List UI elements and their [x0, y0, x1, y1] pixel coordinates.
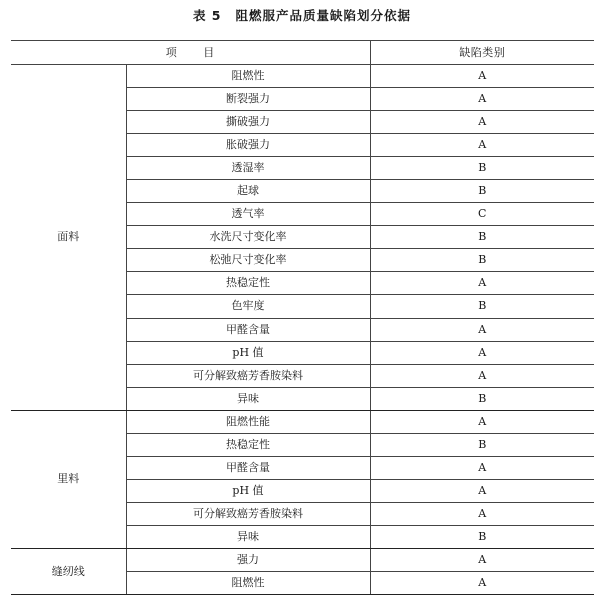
- category-cell: A: [370, 548, 594, 571]
- item-cell: pH 值: [126, 341, 370, 364]
- item-cell: 松弛尺寸变化率: [126, 249, 370, 272]
- defect-classification-table: [11, 40, 594, 595]
- item-cell: 可分解致癌芳香胺染料: [126, 364, 370, 387]
- item-cell: pH 值: [126, 479, 370, 502]
- item-cell: 色牢度: [126, 295, 370, 318]
- group-label: 缝纫线: [11, 548, 126, 594]
- category-cell: A: [370, 65, 594, 88]
- group-label: 面料: [11, 65, 126, 411]
- category-cell: A: [370, 502, 594, 525]
- item-cell: 甲醛含量: [126, 318, 370, 341]
- category-cell: A: [370, 456, 594, 479]
- category-cell: A: [370, 572, 594, 595]
- category-cell: A: [370, 88, 594, 111]
- category-cell: B: [370, 180, 594, 203]
- category-cell: B: [370, 226, 594, 249]
- header-row: [11, 41, 594, 65]
- table-number: 表 5: [192, 8, 222, 23]
- item-cell: 撕破强力: [126, 111, 370, 134]
- table-row: [11, 410, 594, 433]
- item-cell: 断裂强力: [126, 88, 370, 111]
- category-cell: B: [370, 525, 594, 548]
- item-cell: 异味: [126, 387, 370, 410]
- table-row: [11, 548, 594, 571]
- item-cell: 可分解致癌芳香胺染料: [126, 502, 370, 525]
- item-cell: 阻燃性能: [126, 410, 370, 433]
- item-cell: 阻燃性: [126, 65, 370, 88]
- category-cell: A: [370, 272, 594, 295]
- table-title: 阻燃服产品质量缺陷划分依据: [235, 8, 412, 23]
- item-cell: 起球: [126, 180, 370, 203]
- header-item: 项 目: [11, 41, 370, 65]
- item-cell: 阻燃性: [126, 572, 370, 595]
- category-cell: A: [370, 134, 594, 157]
- header-category: 缺陷类别: [370, 41, 594, 65]
- category-cell: B: [370, 433, 594, 456]
- category-cell: A: [370, 479, 594, 502]
- category-cell: B: [370, 387, 594, 410]
- category-cell: C: [370, 203, 594, 226]
- category-cell: A: [370, 410, 594, 433]
- item-cell: 透气率: [126, 203, 370, 226]
- item-cell: 热稳定性: [126, 433, 370, 456]
- item-cell: 透湿率: [126, 157, 370, 180]
- item-cell: 胀破强力: [126, 134, 370, 157]
- group-label: 里料: [11, 410, 126, 548]
- table-body: [11, 65, 594, 595]
- table-row: [11, 65, 594, 88]
- item-cell: 热稳定性: [126, 272, 370, 295]
- item-cell: 水洗尺寸变化率: [126, 226, 370, 249]
- category-cell: B: [370, 249, 594, 272]
- item-cell: 甲醛含量: [126, 456, 370, 479]
- category-cell: A: [370, 318, 594, 341]
- item-cell: 强力: [126, 548, 370, 571]
- category-cell: A: [370, 111, 594, 134]
- category-cell: A: [370, 364, 594, 387]
- item-cell: 异味: [126, 525, 370, 548]
- category-cell: A: [370, 341, 594, 364]
- table-caption: [0, 6, 604, 24]
- category-cell: B: [370, 295, 594, 318]
- category-cell: B: [370, 157, 594, 180]
